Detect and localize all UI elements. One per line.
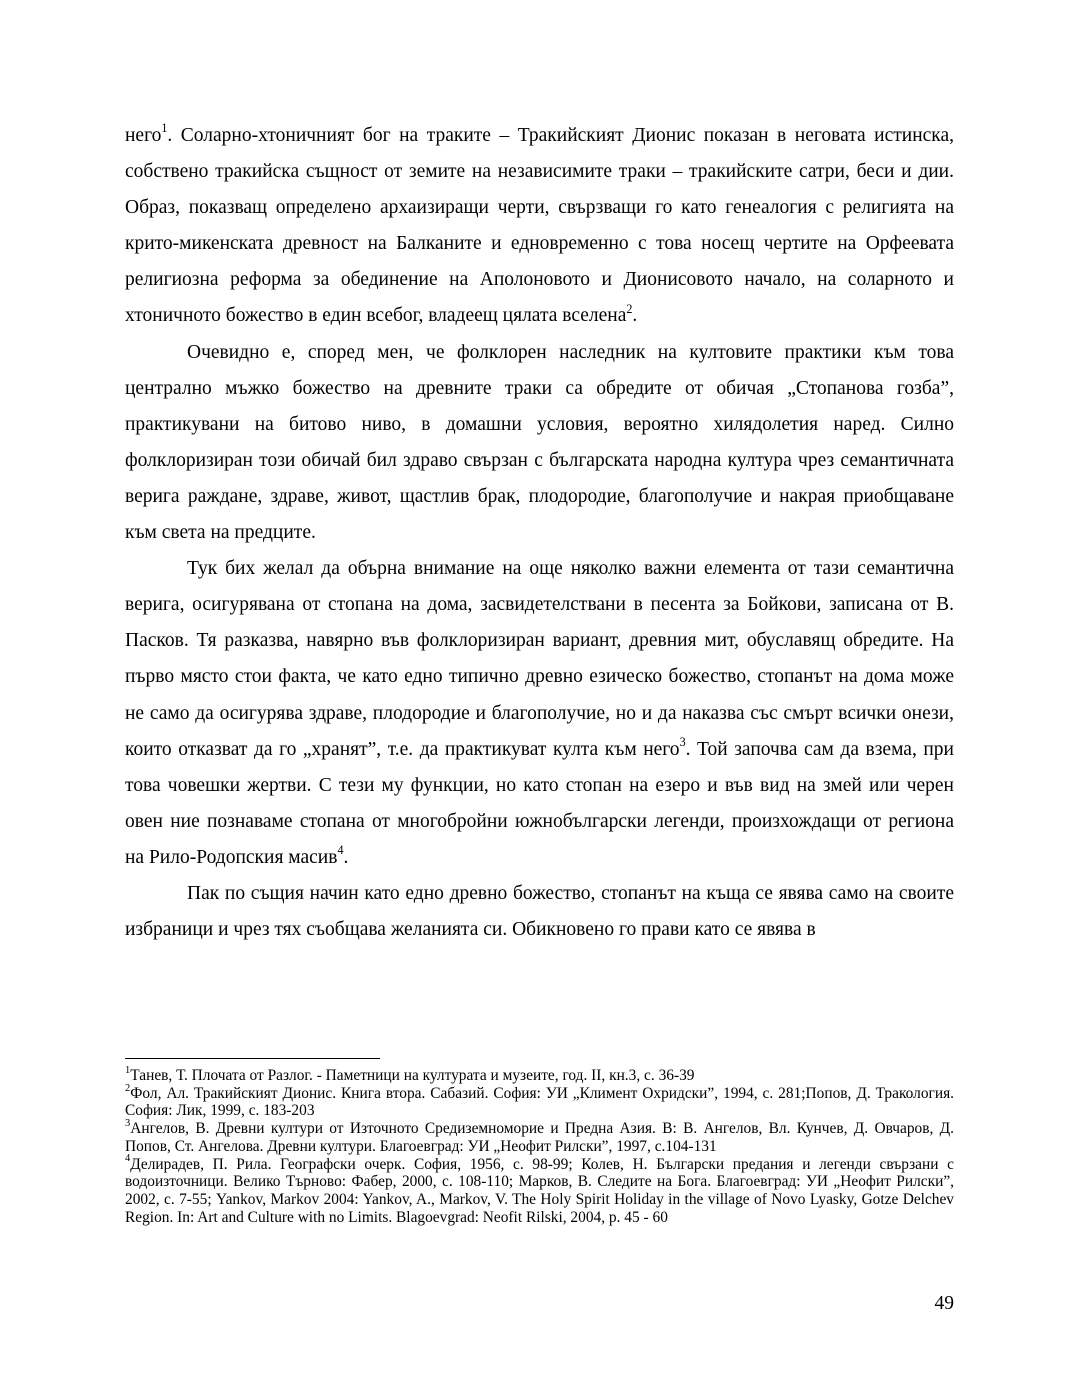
footnote-number: 4 <box>125 1153 131 1165</box>
footnote-number: 3 <box>125 1117 131 1129</box>
footnote-number: 1 <box>125 1064 131 1076</box>
footnote-ref: 3 <box>679 734 686 749</box>
paragraph: Пак по същия начин като едно древно божество, стопанът на къща се явява само на своите избраници и чрез тях съобщава желанията си. Обикновено го прави като се явява в <box>125 882 954 941</box>
footnote-ref: 4 <box>337 843 344 858</box>
footnotes <box>125 1064 954 1226</box>
footnote: $^4$Делирадев, П. Рила. Географски очерк. София, 1956, с. 98-99; Колев, Н. Български предания и легенди свързани с водоизточници. Велико Търново: Фабер, 2000, с. 108-110; Марков, В. Следите на Бога. Благоевград: УИ „Неофит Рилски”, 2002, с. 7-55; Yankov, Markov 2004: Yankov, A., Markov, V. The Holy Spirit Holiday in the village of Novo Lyasky, Gotze Delchev Region. In: Art and Culture with no Limits. Blagoevgrad: Neofit Rilski, 2004, p. 45 - 60 <box>125 1153 954 1226</box>
footnote-ref: 1 <box>161 121 168 136</box>
footnote: $^3$Ангелов, В. Древни култури от Източното Средиземноморие и Предна Азия. В: В. Ангелов, Вл. Кунчев, Д. Овчаров, Д. Попов, Ст. Ангелова. Древни култури. Благоевград: УИ „Неофит Рилски”, 1997, с.104-131 <box>125 1117 954 1155</box>
paragraph: Очевидно е, според мен, че фолклорен наследник на култовите практики към това централно мъжко божество на древните траки са обредите от обичая „Стопанова гозба”, практикувани на битово ниво, в домашни условия, вероятно хилядолетия наред. Силно фолклоризиран този обичай бил здраво свързан с българската народна култура чрез семантичната верига раждане, здраве, живот, щастлив брак, плодородие, благополучие и накрая приобщаване към света на предците. <box>125 341 954 544</box>
paragraph: него$^1$. Соларно-хтоничният бог на траките – Тракийският Дионис показан в неговата истинска, собствено тракийска същност от земите на независимите траки – тракийските сатри, беси и дии. Образ, показващ определено архаизиращи черти, свързващи го като генеалогия с религията на крито-микенската древност на Балканите и едновременно с това носещ чертите на Орфеевата религиозна реформа за обединение на Аполоновото и Дионисовото начало, на соларното и хтоничното божество в един всебог, владеещ цялата вселена$^2$. <box>125 121 954 327</box>
page-number: 49 <box>934 1293 954 1314</box>
footnote-number: 2 <box>125 1082 131 1094</box>
body-text <box>125 118 954 948</box>
footnote: $^2$Фол, Ал. Тракийският Дионис. Книга втора. Сабазий. София: УИ „Климент Охридски”, 1994, с. 281;Попов, Д. Тракология. София: Лик, 1999, с. 183-203 <box>125 1082 954 1120</box>
paragraph: Тук бих желал да обърна внимание на още няколко важни елемента от тази семантична верига, осигурявана от стопана на дома, засвидетелствани в песента за Бойкови, записана от В. Пасков. Тя разказва, навярно във фолклоризиран вариант, древния мит, обуславящ обредите. На първо място стои факта, че като едно типично древно езическо божество, стопанът на дома може не само да осигурява здраве, плодородие и благополучие, но и да наказва със смърт всички онези, които отказват да го „хранят”, т.е. да практикуват култа към него$^3$. Той започва сам да взема, при това човешки жертви. С тези му функции, но като стопан на езеро и във вид на змей или черен овен ние познаваме стопана от многобройни южнобългарски легенди, произхождащи от региона на Рило-Родопския масив$^4$. <box>125 558 954 868</box>
footnote-ref: 2 <box>626 301 633 316</box>
footnote: $^1$Танев, Т. Плочата от Разлог. - Паметници на културата и музеите, год. II, кн.3, с. 36-39 <box>125 1064 695 1084</box>
footnote-divider <box>125 1058 380 1059</box>
